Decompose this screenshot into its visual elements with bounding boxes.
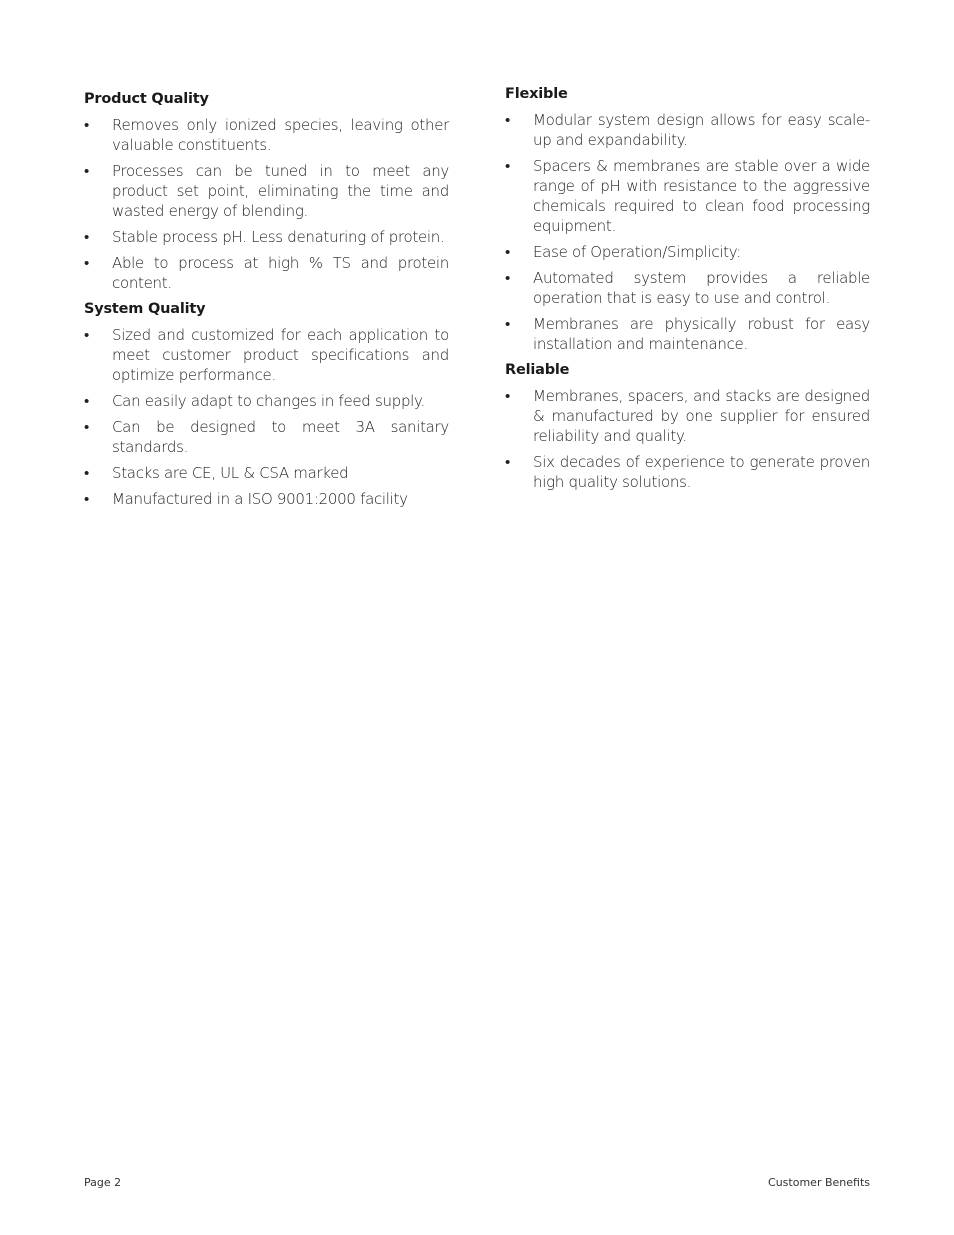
list-item-text: Removes only ionized species, leaving other valuable constituents.	[112, 116, 449, 154]
bullet-icon: •	[505, 111, 510, 129]
bullet-icon: •	[505, 269, 510, 287]
bullet-icon: •	[84, 392, 89, 410]
bullet-icon: •	[505, 315, 510, 333]
list-item	[505, 314, 870, 354]
list-item-text: Spacers & membranes are stable over a wide range of pH with resistance to the aggressive chemicals required to clean food processing equipment.	[533, 157, 870, 235]
section-flexible	[505, 84, 870, 354]
list-item	[505, 110, 870, 150]
list-item	[84, 391, 449, 411]
bullet-icon: •	[84, 418, 89, 436]
bullet-icon: •	[84, 116, 89, 134]
list-item	[84, 463, 449, 483]
list-item-text: Manufactured in a ISO 9001:2000 facility	[112, 490, 408, 508]
list-item-text: Processes can be tuned in to meet any product set point, eliminating the time and wasted energy of blending.	[112, 162, 449, 220]
list-item-text: Can easily adapt to changes in feed supply.	[112, 392, 425, 410]
bullet-icon: •	[505, 243, 510, 261]
list-item-text: Stacks are CE, UL & CSA marked	[112, 464, 349, 482]
list-item	[505, 386, 870, 446]
list-item	[505, 268, 870, 308]
list-item	[84, 115, 449, 155]
bullet-icon: •	[84, 228, 89, 246]
bullet-icon: •	[505, 453, 510, 471]
list-item-text: Membranes, spacers, and stacks are designed & manufactured by one supplier for ensured reliability and quality.	[533, 387, 870, 445]
bullet-list	[505, 110, 870, 354]
page-number: Page 2	[84, 1176, 122, 1189]
bullet-icon: •	[505, 157, 510, 175]
section-heading: System Quality	[84, 301, 206, 317]
bullet-list	[505, 386, 870, 492]
list-item-text: Modular system design allows for easy scale-up and expandability.	[533, 111, 870, 149]
list-item	[84, 161, 449, 221]
bullet-icon: •	[84, 464, 89, 482]
list-item-text: Six decades of experience to generate proven high quality solutions.	[533, 453, 870, 491]
list-item	[505, 452, 870, 492]
bullet-icon: •	[84, 162, 89, 180]
section-product-quality	[84, 89, 449, 293]
list-item	[84, 325, 449, 385]
list-item	[505, 156, 870, 236]
right-column	[505, 84, 870, 498]
list-item-text: Automated system provides a reliable operation that is easy to use and control.	[533, 269, 870, 307]
section-heading: Flexible	[505, 86, 568, 102]
list-item	[84, 227, 449, 247]
list-item	[84, 253, 449, 293]
bullet-icon: •	[505, 387, 510, 405]
list-item-text: Membranes are physically robust for easy installation and maintenance.	[533, 315, 870, 353]
section-footer-label: Customer Benefits	[768, 1176, 870, 1189]
section-heading: Reliable	[505, 362, 570, 378]
list-item-text: Ease of Operation/Simplicity:	[533, 243, 742, 261]
list-item-text: Able to process at high % TS and protein content.	[112, 254, 449, 292]
section-heading: Product Quality	[84, 91, 209, 107]
bullet-icon: •	[84, 490, 89, 508]
bullet-icon: •	[84, 254, 89, 272]
list-item-text: Can be designed to meet 3A sanitary standards.	[112, 418, 449, 456]
section-reliable	[505, 360, 870, 492]
bullet-icon: •	[84, 326, 89, 344]
list-item	[84, 417, 449, 457]
bullet-list	[84, 115, 449, 293]
list-item-text: Stable process pH. Less denaturing of protein.	[112, 228, 445, 246]
list-item-text: Sized and customized for each application to meet customer product specifications and optimize performance.	[112, 326, 449, 384]
list-item	[84, 489, 449, 509]
list-item	[505, 242, 870, 262]
section-system-quality	[84, 299, 449, 509]
bullet-list	[84, 325, 449, 509]
left-column	[84, 89, 449, 515]
